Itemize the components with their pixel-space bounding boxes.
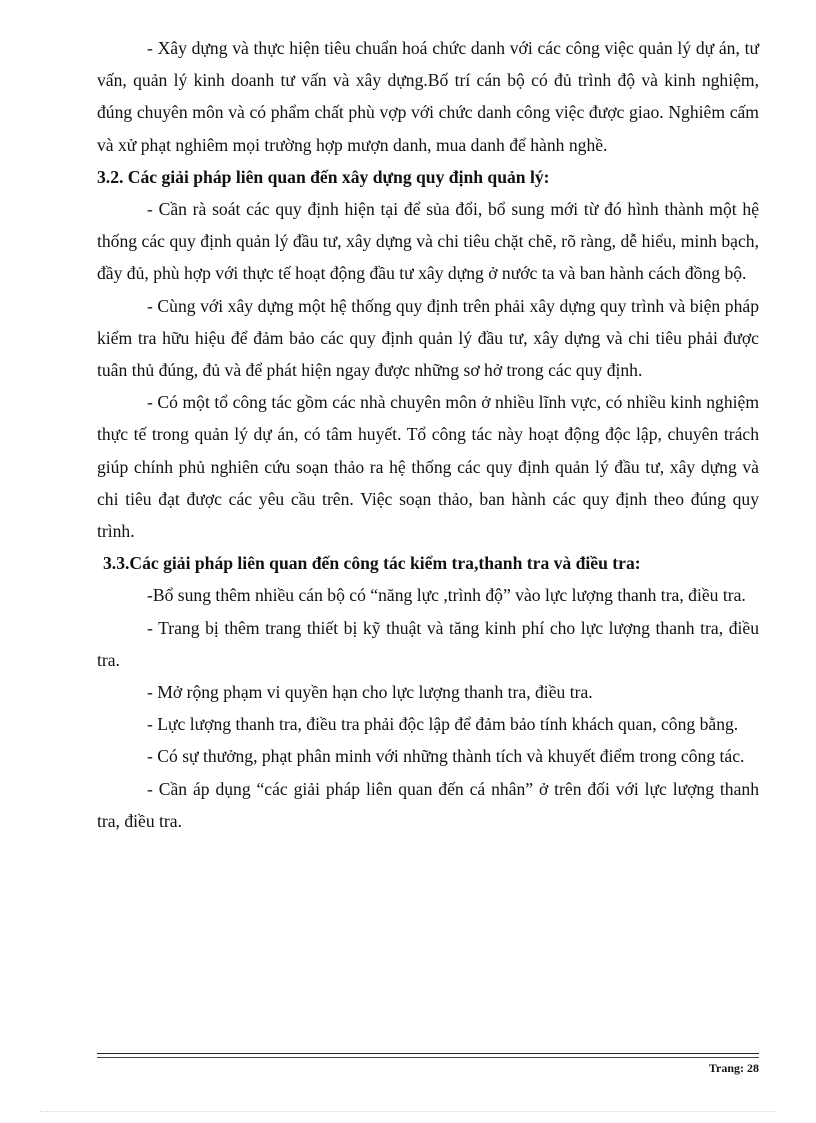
section-heading-3-3: 3.3.Các giải pháp liên quan đến công tác kiểm tra,thanh tra và điều tra: [103,553,641,574]
page-number: Trang: 28 [708,1061,759,1075]
paragraph-6: - Trang bị thêm trang thiết bị kỹ thuật và tăng kinh phí cho lực lượng thanh tra, điều tra. [97,617,759,670]
paragraph-2: - Cần rà soát các quy định hiện tại để sủa đổi, bổ sung mới từ đó hình thành một hệ thống các quy định quản lý đầu tư, xây dựng và chi tiêu chặt chẽ, rõ ràng, dễ hiểu, minh bạch, đầy đủ, phù hợp với thực tế hoạt động đầu tư xây dựng ở nước ta và ban hành cách đồng bộ. [97,199,759,284]
paragraph-3: - Cùng với xây dựng một hệ thống quy định trên phải xây dựng quy trình và biện pháp kiểm tra hữu hiệu để đảm bảo các quy định quản lý đầu tư, xây dựng và chi tiêu phải được tuân thủ đúng, đủ và để phát hiện ngay được những sơ hở trong các quy định. [97,295,759,381]
paragraph-8: - Lực lượng thanh tra, điều tra phải độc lập để đảm bảo tính khách quan, công bằng. [147,714,739,735]
paragraph-7: - Mở rộng phạm vi quyền hạn cho lực lượng thanh tra, điều tra. [147,682,593,703]
page-edge-dotted-line [40,1111,776,1112]
paragraph-4: - Có một tổ công tác gồm các nhà chuyên môn ở nhiều lĩnh vực, có nhiều kinh nghiệm thực tế trong quản lý dự án, có tâm huyết. Tổ công tác này hoạt động độc lập, chuyên trách giúp chính phủ nghiên cứu soạn thảo ra hệ thống các quy định quản lý đầu tư, xây dựng và chi tiêu đạt được các yêu cầu trên. Việc soạn thảo, ban hành các quy định theo đúng quy trình. [97,392,759,542]
paragraph-9: - Có sự thưởng, phạt phân minh với những thành tích và khuyết điểm trong công tác. [147,746,745,767]
paragraph-10: - Cần áp dụng “các giải pháp liên quan đến cá nhân” ở trên đối với lực lượng thanh tra, điều tra. [97,778,759,831]
page-content [97,32,759,837]
section-heading-3-2: 3.2. Các giải pháp liên quan đến xây dựng quy định quản lý: [97,166,550,187]
footer-divider-top [97,1053,759,1054]
paragraph-1: - Xây dựng và thực hiện tiêu chuẩn hoá chức danh với các công việc quản lý dự án, tư vấn, quản lý kinh doanh tư vấn và xây dựng.Bố trí cán bộ có đủ trình độ và kinh nghiệm, đúng chuyên môn và có phẩm chất phù vợp với chức danh công việc được giao. Nghiêm cấm và xử phạt nghiêm mọi trường hợp mượn danh, mua danh để hành nghề. [97,38,759,155]
paragraph-5: -Bổ sung thêm nhiều cán bộ có “năng lực ,trình độ” vào lực lượng thanh tra, điều tra. [147,585,746,606]
footer-divider-bottom [97,1057,759,1058]
